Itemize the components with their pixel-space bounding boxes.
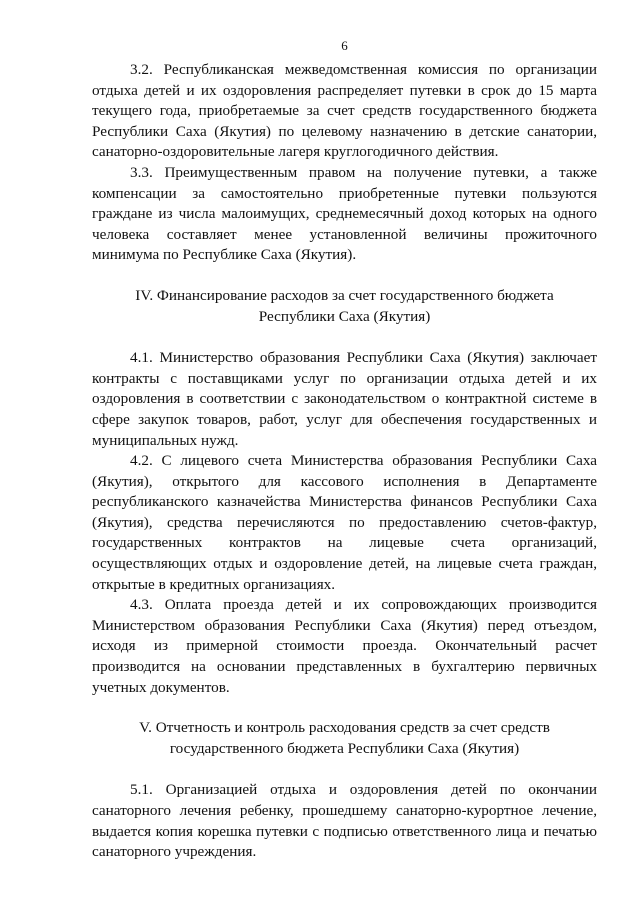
- paragraph-4-1: 4.1. Министерство образования Республики Саха (Якутия) заключает контракты с поставщиками услуг по организации отдыха детей и их оздоровления в соответствии с законодательством о контрактной системе в сфере закупок товаров, работ, услуг для обеспечения государственных и муниципальных нужд.: [92, 349, 597, 449]
- section-4-heading-line-2: Республики Саха (Якутия): [258, 307, 431, 325]
- section-5-heading-line-2: государственного бюджета Республики Саха (Якутия): [169, 739, 520, 757]
- document-body: [92, 60, 597, 863]
- paragraph-4-3: 4.3. Оплата проезда детей и их сопровождающих производится Министерством образования Республики Саха (Якутия) перед отъездом, исходя из примерной стоимости проезда. Окончательный расчет производится на основании представленных в бухгалтерию первичных учетных документов.: [92, 596, 597, 696]
- paragraph-5-1: 5.1. Организацией отдыха и оздоровления детей по окончании санаторного лечения ребенку, прошедшему санаторно-курортное лечение, выдается копия корешка путевки с подписью ответственного лица и печатью санаторного учреждения.: [92, 781, 597, 861]
- section-4-heading-line-1: IV. Финансирование расходов за счет государственного бюджета: [135, 286, 554, 304]
- paragraph-3-2: 3.2. Республиканская межведомственная комиссия по организации отдыха детей и их оздоровления распределяет путевки в срок до 15 марта текущего года, приобретаемые за счет средств государственного бюджета Республики Саха (Якутия) по целевому назначению в детские санатории, санаторно-оздоровительные лагеря круглогодичного действия.: [92, 61, 597, 161]
- page-number: 6: [341, 38, 348, 53]
- section-5-heading-line-1: V. Отчетность и контроль расходования средств за счет средств: [139, 719, 550, 737]
- paragraph-4-2: 4.2. С лицевого счета Министерства образования Республики Саха (Якутия), открытого для кассового исполнения в Департаменте республиканского казначейства Министерства финансов Республики Саха (Якутия), средства перечисляются по предоставлению счетов-фактур, государственных контрактов на лицевые счета организаций, осуществляющих отдых и оздоровление детей, на лицевые счета граждан, открытые в кредитных организациях.: [92, 452, 597, 593]
- section-4-heading: [92, 286, 597, 327]
- paragraph-3-3: 3.3. Преимущественным правом на получение путевки, а также компенсации за самостоятельно приобретенные путевки пользуются граждане из числа малоимущих, среднемесячный доход которых на одного человека составляет менее установленной величины прожиточного минимума по Республике Саха (Якутия).: [92, 163, 597, 264]
- section-5-heading: [92, 718, 597, 759]
